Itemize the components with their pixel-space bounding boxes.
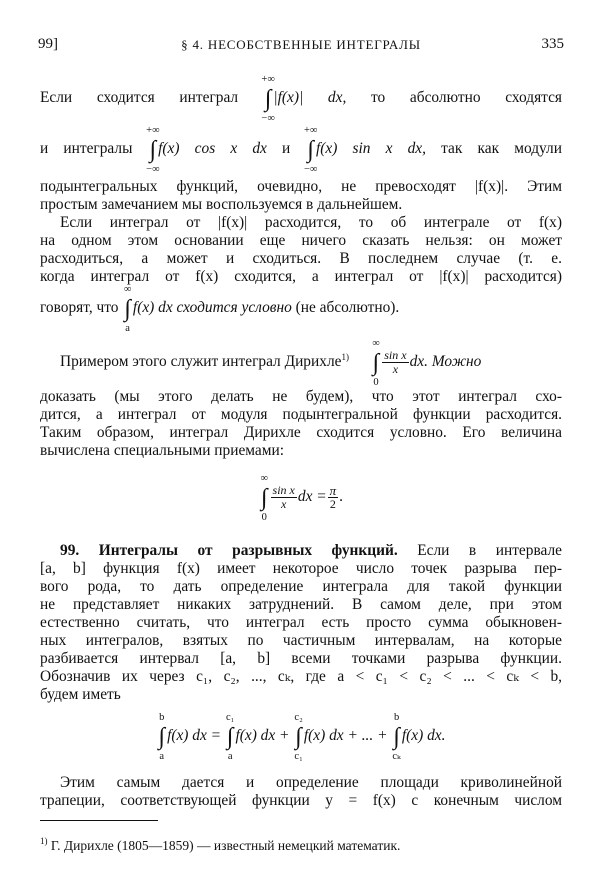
sum-equation: ∫ b a f(x) dx = ∫ c₁ a f(x) dx + ∫ c₂ c₁ f(x) dx + ... + ∫ b cₖ f(x) dx. bbox=[158, 712, 446, 762]
fraction-pi-2: $\frac{\pi}{2}$ bbox=[329, 483, 337, 511]
integral-sign: ∫ ∞ a bbox=[123, 284, 132, 334]
text-line: доказать (мы этого делать не будем), что этот интеграл схо- bbox=[40, 388, 562, 405]
text-line: будем иметь bbox=[40, 686, 121, 703]
section-heading: 99. Интегралы от разрывных функций. bbox=[60, 542, 398, 559]
integral-abs: ∫ +∞ −∞ |f(x)| dx, bbox=[261, 74, 347, 124]
text-line: Если интеграл от |f(x)| расходится, то об интеграле от f(x) bbox=[60, 214, 562, 231]
fraction-sinx-x: $\frac{\text{sin x}}{x}$ bbox=[384, 347, 407, 376]
footnote-mark: 1) bbox=[40, 836, 48, 846]
text-line: Этим самым дается и определение площади криволинейной bbox=[60, 774, 562, 791]
integral-sign: ∫ +∞ −∞ bbox=[261, 74, 275, 124]
integral-sign: ∫ ∞ 0 bbox=[372, 338, 380, 388]
text-line: Таким образом, интеграл Дирихле сходится условно. Его величина bbox=[40, 424, 562, 441]
emphasis-conditional: сходится условно bbox=[176, 299, 292, 316]
text-line: трапеции, соответствующей функции y = f(x) с конечным числом bbox=[40, 792, 562, 809]
running-header bbox=[38, 36, 564, 56]
text-line: Обозначив их через c₁, c₂, ..., cₖ, где a < c₁ < c₂ < ... < cₖ < b, bbox=[40, 668, 562, 685]
footnote-text: Г. Дирихле (1805—1859) — известный немецкий математик. bbox=[50, 838, 401, 853]
section-99-first-line: 99. Интегралы от разрывных функций. Если в интервале bbox=[60, 542, 562, 559]
footnote-divider bbox=[40, 820, 158, 821]
footnote bbox=[40, 832, 562, 855]
integral-sign: ∫ ∞ 0 bbox=[260, 473, 268, 524]
footnote-ref: 1) bbox=[341, 352, 349, 362]
text-line: ных интегралов, взятых по частичным интервалам, на которые bbox=[40, 632, 562, 649]
text-line: простым замечанием мы воспользуемся в дальнейшем. bbox=[40, 196, 403, 213]
text-line: вого рода, то дать определение интеграла для такой функции bbox=[40, 578, 562, 595]
text-line: Примером этого служит интеграл Дирихле$^{1)}$ ∫ ∞ 0 $\frac{\text{sin x}}{x}$ dx. Можно bbox=[60, 338, 482, 388]
text-line: вычислена специальными приемами: bbox=[40, 442, 284, 459]
integral-sign: ∫ c₁ a bbox=[226, 712, 235, 762]
integral-sin: ∫ +∞ −∞ f(x) sin x dx, bbox=[303, 125, 426, 175]
text-line: подынтегральных функций, очевидно, не превосходят |f(x)|. Этим bbox=[40, 178, 562, 195]
text-line: дится, а интеграл от модуля подынтегральной функции расходится. bbox=[40, 406, 562, 423]
text-line: на одном этом основании еще ничего сказать нельзя: он может bbox=[40, 232, 562, 249]
integral-sign: ∫ b cₖ bbox=[392, 712, 401, 762]
section-number: 99] bbox=[38, 36, 58, 52]
text-line: не представляет никаких затруднений. В самом деле, при этом bbox=[40, 596, 562, 613]
text-line: расходиться, а может и сходиться. В последнем случае (т. е. bbox=[40, 250, 562, 267]
text-line: Если сходится интеграл ∫ +∞ −∞ |f(x)| dx, то абсолютно сходятся bbox=[40, 74, 562, 124]
text-line: [a, b] функция f(x) имеет некоторое число точек разрыва пер- bbox=[40, 560, 562, 577]
text-line: когда интеграл от f(x) сходится, а интеграл от |f(x)| расходится) bbox=[40, 268, 562, 285]
text-line: говорят, что ∫ ∞ a f(x) dx сходится условно (не абсолютно). bbox=[40, 284, 400, 334]
text-line: разбивается интервал [a, b] всеми точками разрыва функции. bbox=[40, 650, 562, 667]
page-number: 335 bbox=[541, 36, 564, 52]
integral-cos: ∫ +∞ −∞ f(x) cos x dx bbox=[146, 125, 267, 175]
integral-sign: ∫ b a bbox=[158, 712, 166, 762]
integral-sign: ∫ +∞ −∞ bbox=[303, 125, 318, 175]
integral-sign: ∫ +∞ −∞ bbox=[146, 125, 160, 175]
chapter-title: § 4. НЕСОБСТВЕННЫЕ ИНТЕГРАЛЫ bbox=[181, 37, 421, 52]
integral-sign: ∫ c₂ c₁ bbox=[294, 712, 303, 762]
text-line: естественно считать, что интеграл есть просто сумма обыкновен- bbox=[40, 614, 562, 631]
text-line: и интегралы ∫ +∞ −∞ f(x) cos x dx и ∫ +∞ −∞ f(x) sin x dx, так как модули bbox=[40, 125, 562, 175]
fraction-sinx-x: $\frac{\text{sin x}}{x}$ bbox=[272, 483, 295, 511]
dirichlet-equation: ∫ ∞ 0 $\frac{\text{sin x}}{x}$ dx = $\frac{\pi}{2}$ . bbox=[260, 473, 344, 524]
